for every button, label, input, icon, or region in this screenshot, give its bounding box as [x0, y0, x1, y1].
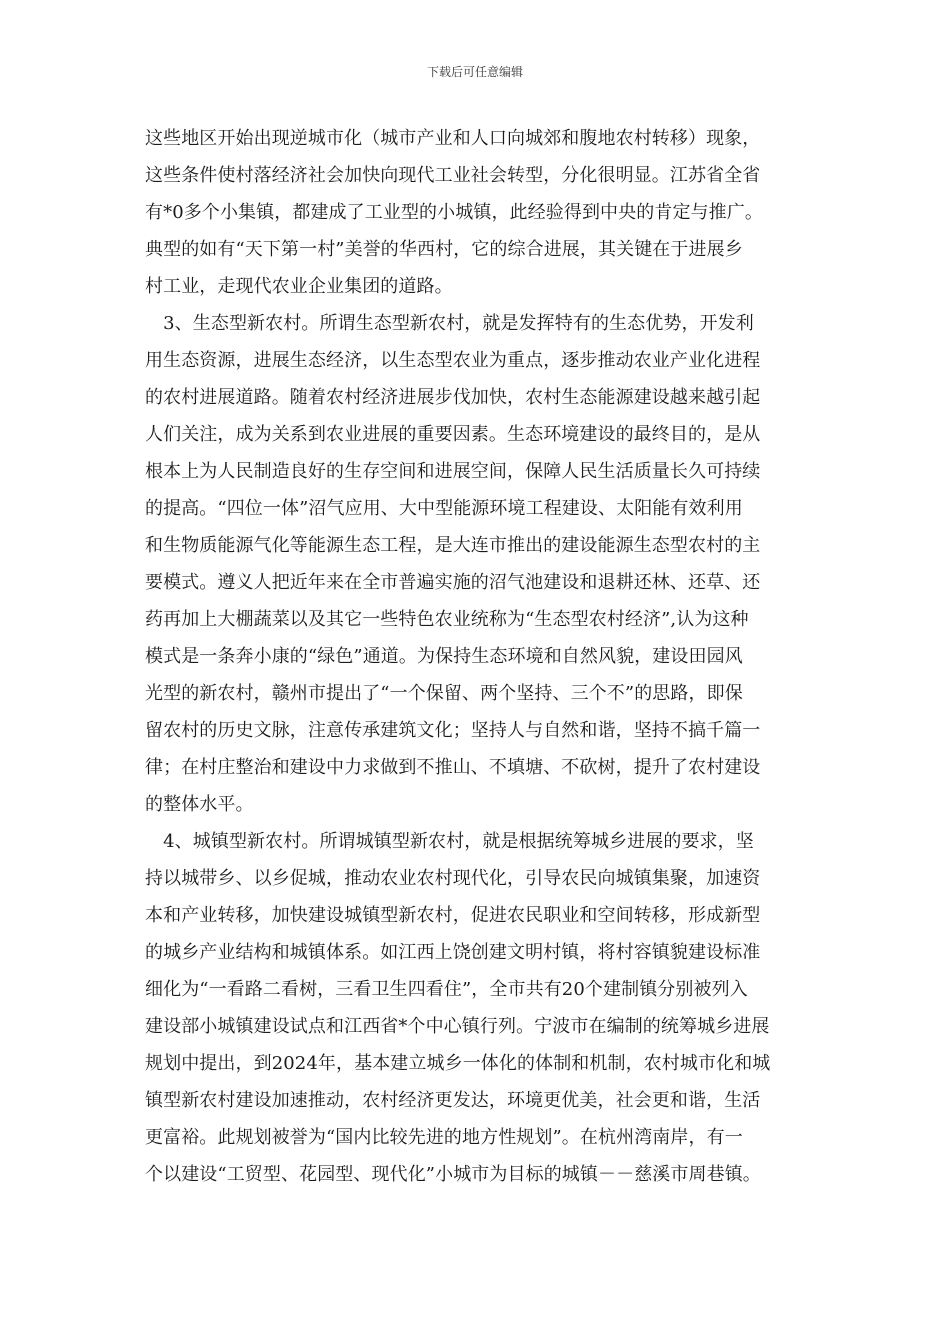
text-line: 规划中提出，到2024年，基本建立城乡一体化的体制和机制，农村城市化和城 [145, 1053, 771, 1074]
text-line: 更富裕。此规划被誉为“国内比较先进的地方性规划”。在杭州湾南岸，有一 [145, 1127, 743, 1148]
text-line: 镇型新农村建设加速推动，农村经济更发达，环境更优美，社会更和谐，生活 [145, 1090, 761, 1111]
text-line: 建设部小城镇建设试点和江西省*个中心镇行列。宁波市在编制的统筹城乡进展 [145, 1016, 770, 1037]
text-line: 典型的如有“天下第一村”美誉的华西村，它的综合进展，其关键在于进展乡 [145, 239, 743, 260]
document-body [145, 120, 807, 1193]
text-line: 的提高。“四位一体”沼气应用、大中型能源环境工程建设、太阳能有效利用 [145, 498, 743, 519]
text-line: 3、生态型新农村。所谓生态型新农村，就是发挥特有的生态优势，开发利 [145, 313, 754, 334]
text-line: 根本上为人民制造良好的生存空间和进展空间，保障人民生活质量长久可持续 [145, 461, 761, 482]
text-line: 的农村进展道路。随着农村经济进展步伐加快，农村生态能源建设越来越引起 [145, 387, 761, 408]
text-line: 4、城镇型新农村。所谓城镇型新农村，就是根据统筹城乡进展的要求，坚 [145, 831, 754, 852]
text-line: 的城乡产业结构和城镇体系。如江西上饶创建文明村镇，将村容镇貌建设标准 [145, 942, 761, 963]
text-line: 药再加上大棚蔬菜以及其它一些特色农业统称为“生态型农村经济”,认为这种 [145, 609, 749, 630]
text-line: 这些地区开始出现逆城市化（城市产业和人口向城郊和腹地农村转移）现象， [145, 128, 761, 149]
page-header: 下载后可任意编辑 [426, 65, 523, 79]
text-line: 有*0多个小集镇，都建成了工业型的小城镇，此经验得到中央的肯定与推广。 [145, 202, 763, 223]
text-line: 个以建设“工贸型、花园型、现代化”小城市为目标的城镇－－慈溪市周巷镇。 [145, 1164, 761, 1185]
text-line: 村工业，走现代农业企业集团的道路。 [145, 276, 453, 297]
text-line: 和生物质能源气化等能源生态工程，是大连市推出的建设能源生态型农村的主 [145, 535, 761, 556]
text-line: 人们关注，成为关系到农业进展的重要因素。生态环境建设的最终目的，是从 [145, 424, 761, 445]
text-line: 用生态资源，进展生态经济，以生态型农业为重点，逐步推动农业产业化进程 [145, 350, 761, 371]
text-line: 律；在村庄整治和建设中力求做到不推山、不填塘、不砍树，提升了农村建设 [145, 757, 761, 778]
text-line: 持以城带乡、以乡促城，推动农业农村现代化，引导农民向城镇集聚，加速资 [145, 868, 761, 889]
text-line: 光型的新农村，赣州市提出了“一个保留、两个坚持、三个不”的思路，即保 [145, 683, 743, 704]
text-line: 细化为“一看路二看树，三看卫生四看住”，全市共有20个建制镇分别被列入 [145, 979, 748, 1000]
text-line: 的整体水平。 [145, 794, 254, 815]
text-line: 这些条件使村落经济社会加快向现代工业社会转型，分化很明显。江苏省全省 [145, 165, 761, 186]
text-line: 留农村的历史文脉，注意传承建筑文化；坚持人与自然和谐，坚持不搞千篇一 [145, 720, 761, 741]
text-line: 要模式。遵义人把近年来在全市普遍实施的沼气池建设和退耕还林、还草、还 [145, 572, 761, 593]
text-line: 模式是一条奔小康的“绿色”通道。为保持生态环境和自然风貌，建设田园风 [145, 646, 743, 667]
text-line: 本和产业转移，加快建设城镇型新农村，促进农民职业和空间转移，形成新型 [145, 905, 761, 926]
